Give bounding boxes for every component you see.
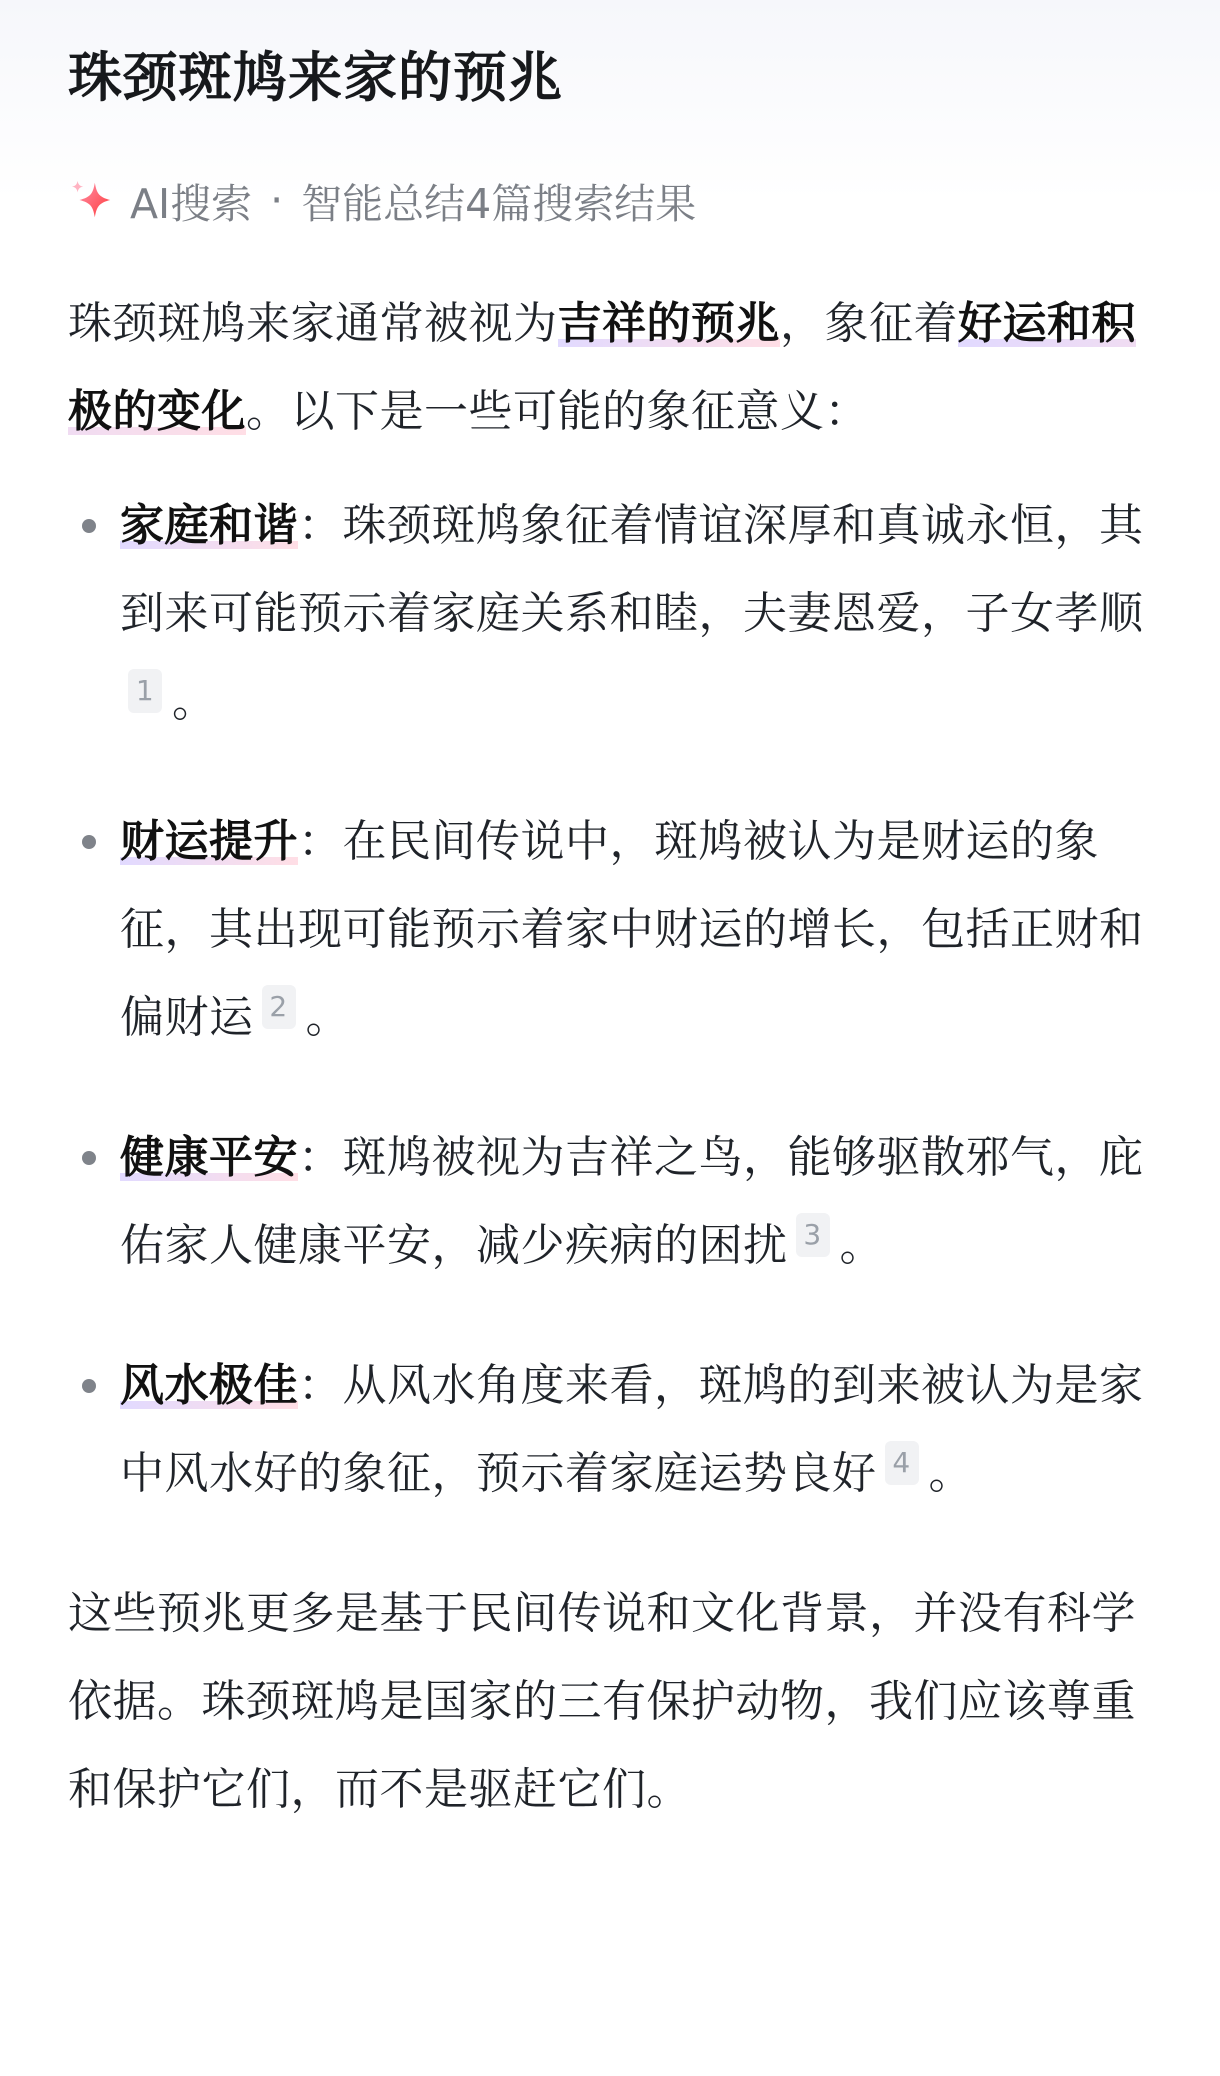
bullet-dot	[82, 1379, 96, 1393]
citation-badge[interactable]: 2	[262, 985, 296, 1029]
bullet-dot	[82, 519, 96, 533]
item-colon: ：	[298, 500, 343, 551]
item-end: 。	[839, 1220, 884, 1271]
citation-badge[interactable]: 4	[885, 1441, 919, 1485]
citation-badge[interactable]: 1	[128, 669, 162, 713]
outro-paragraph: 这些预兆更多是基于民间传说和文化背景，并没有科学依据。珠颈斑鸠是国家的三有保护动物，我们应该尊重和保护它们，而不是驱赶它们。	[68, 1588, 1136, 1815]
item-end: 。	[305, 992, 350, 1043]
item-text: 从风水角度来看，斑鸠的到来被认为是家中风水好的象征，预示着家庭运势良好	[120, 1360, 1144, 1499]
list-item	[68, 798, 1150, 1062]
list-item	[68, 482, 1150, 746]
item-term: 家庭和谐	[120, 500, 298, 551]
intro-text-pre: 珠颈斑鸠来家通常被视为	[68, 298, 558, 349]
page-title: 珠颈斑鸠来家的预兆	[68, 46, 563, 109]
ai-search-label: AI搜索	[130, 179, 253, 228]
highlight-good-luck: 好运和积极的变化	[68, 298, 1136, 437]
list-item	[68, 1342, 1150, 1518]
bullet-dot	[82, 1151, 96, 1165]
item-colon: ：	[298, 816, 343, 867]
list-item	[68, 1114, 1150, 1290]
item-colon: ：	[298, 1360, 343, 1411]
symbolism-list	[68, 482, 1150, 1518]
item-term: 财运提升	[120, 816, 298, 867]
item-text: 在民间传说中，斑鸠被认为是财运的象征，其出现可能预示着家中财运的增长，包括正财和偏财运	[120, 816, 1144, 1043]
ai-search-badge[interactable]	[68, 170, 1150, 230]
summary-count-text: 智能总结4篇搜索结果	[301, 179, 697, 228]
intro-paragraph	[68, 280, 1150, 456]
item-term: 风水极佳	[120, 1360, 298, 1411]
separator-dot: ·	[270, 176, 284, 224]
bullet-dot	[82, 835, 96, 849]
item-text: 斑鸠被视为吉祥之鸟，能够驱散邪气，庇佑家人健康平安，减少疾病的困扰	[120, 1132, 1144, 1271]
highlight-auspicious-omen: 吉祥的预兆	[557, 298, 780, 349]
citation-badge[interactable]: 3	[796, 1213, 830, 1257]
sparkle-icon	[68, 177, 114, 223]
intro-text-mid: ，象征着	[780, 298, 958, 349]
item-end: 。	[928, 1448, 973, 1499]
item-colon: ：	[298, 1132, 343, 1183]
intro-text-post: 。以下是一些可能的象征意义：	[246, 386, 869, 437]
item-text: 珠颈斑鸠象征着情谊深厚和真诚永恒，其到来可能预示着家庭关系和睦，夫妻恩爱，子女孝顺	[120, 500, 1144, 639]
item-term: 健康平安	[120, 1132, 298, 1183]
item-end: 。	[172, 676, 217, 727]
